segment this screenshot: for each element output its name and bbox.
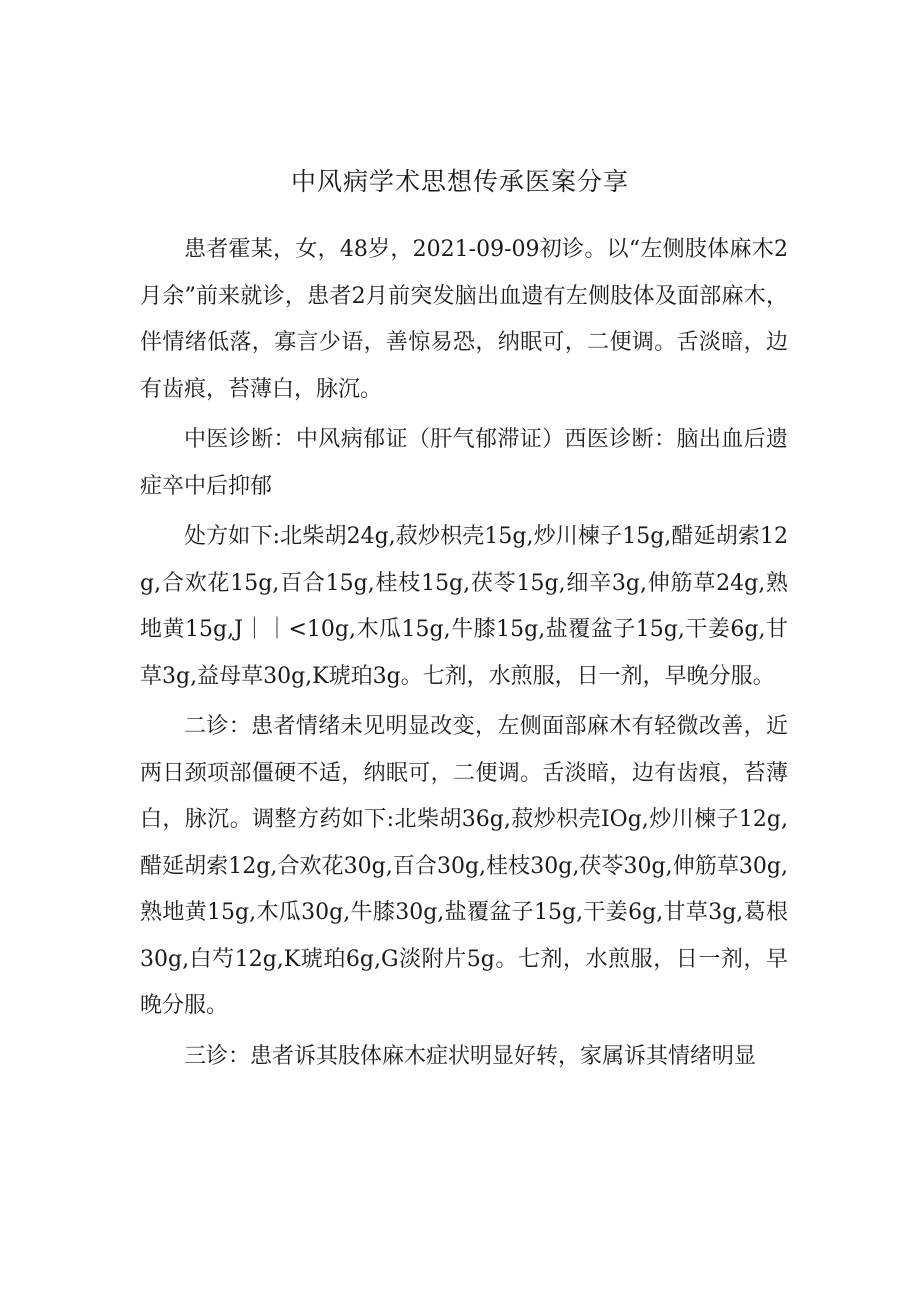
paragraph-initial-visit: 患者霍某，女，48岁，2021-09-09初诊。以“左侧肢体麻木2月余”前来就诊，患者2月前突发脑出血遗有左侧肢体及面部麻木，伴情绪低落，寡言少语，善惊易恐，纳眠可，二便调。舌淡暗，边有齿痕，苔薄白，脉沉。 [140,237,788,402]
paragraph-third-visit: 三诊：患者诉其肢体麻木症状明显好转，家属诉其情绪明显 [184,1043,757,1069]
document-body [140,227,788,1084]
paragraph-second-visit: 二诊：患者情绪未见明显改变，左侧面部麻木有轻微改善，近两日颈项部僵硬不适，纳眠可，二便调。舌淡暗，边有齿痕，苔薄白，脉沉。调整方药如下:北柴胡36g,菽炒枳壳IOg,炒川楝子12g,醋延胡索12g,合欢花30g,百合30g,桂枝30g,茯苓30g,伸筋草30g,熟地黄15g,木瓜30g,牛膝30g,盐覆盆子15g,干姜6g,甘草3g,葛根30g,白芍12g,K琥珀6g,G淡附片5g。七剂，水煎服，日一剂，早晚分服。 [140,714,788,1018]
document-title: 中风病学术思想传承医案分享 [290,167,629,196]
paragraph-diagnosis: 中医诊断：中风病郁证（肝气郁滞证）西医诊断：脑出血后遗症卒中后抑郁 [140,427,788,499]
paragraph-prescription: 处方如下:北柴胡24g,菽炒枳壳15g,炒川楝子15g,醋延胡索12g,合欢花15g,百合15g,桂枝15g,茯苓15g,细辛3g,伸筋草24g,熟地黄15g,J｜｜<10g,木瓜15g,牛膝15g,盐覆盆子15g,干姜6g,甘草3g,益母草30g,K琥珀3g。七剂，水煎服，日一剂，早晚分服。 [140,524,788,689]
